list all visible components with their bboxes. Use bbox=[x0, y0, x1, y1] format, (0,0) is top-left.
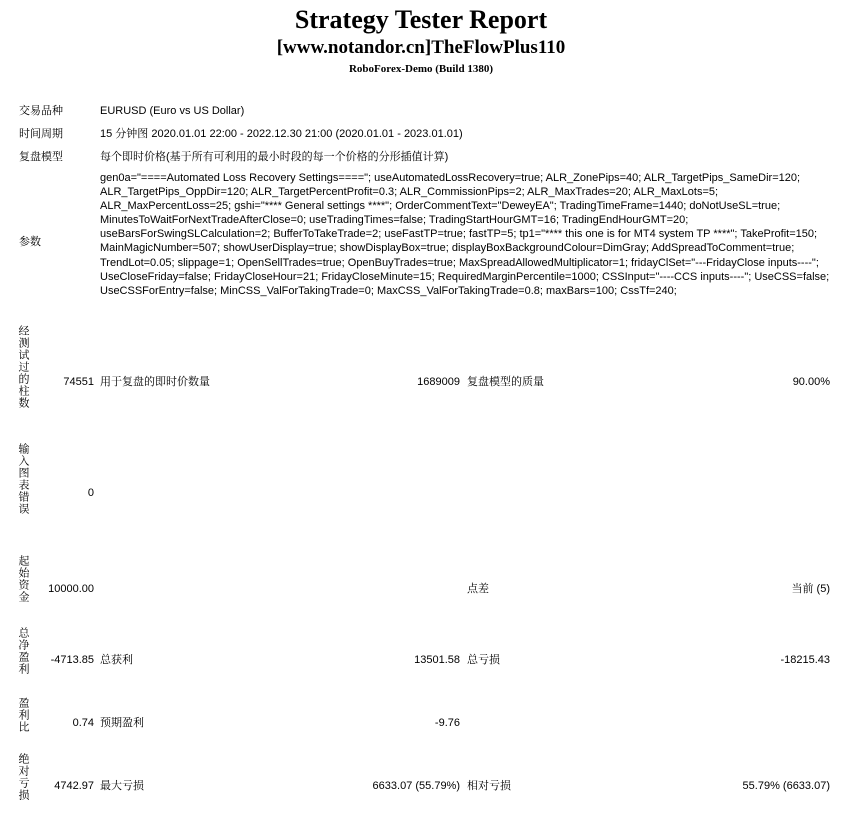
spread-label: 点差 bbox=[467, 583, 489, 595]
relative-drawdown-label: 相对亏损 bbox=[467, 780, 511, 792]
initial-deposit-value: 10000.00 bbox=[48, 583, 94, 595]
expected-payoff-label: 预期盈利 bbox=[100, 717, 144, 729]
expected-payoff-value: -9.76 bbox=[434, 717, 460, 729]
absolute-drawdown-value: 4742.97 bbox=[54, 780, 94, 792]
profit-factor-label: 盈利比 bbox=[17, 697, 29, 733]
initial-deposit-label: 起始资金 bbox=[17, 555, 29, 603]
net-profit-label: 总净盈利 bbox=[17, 627, 29, 675]
bars-tested-value: 74551 bbox=[63, 376, 94, 388]
ticks-label: 用于复盘的即时价数量 bbox=[100, 376, 210, 388]
gross-loss-value: -18215.43 bbox=[780, 654, 830, 666]
chart-errors-label: 输入图表错误 bbox=[17, 443, 29, 515]
parameters-label: 参数 bbox=[19, 236, 41, 248]
gross-profit-value: 13501.58 bbox=[414, 654, 460, 666]
model-quality-value: 90.00% bbox=[792, 376, 830, 388]
expert-name: [www.notandor.cn]TheFlowPlus110 bbox=[276, 37, 566, 58]
model-value: 每个即时价格(基于所有可利用的最小时段的每一个价格的分形插值计算) bbox=[100, 151, 449, 163]
symbol-value: EURUSD (Euro vs US Dollar) bbox=[100, 105, 245, 117]
profit-factor-value: 0.74 bbox=[72, 717, 94, 729]
parameters-value: gen0a="====Automated Loss Recovery Settings===="; useAutomatedLossRecovery=true; ALR_ZonePips=40; ALR_TargetPips_SameDir=120; ALR_TargetPips_OppDir=120; ALR_TargetPercentProfit=0.3; ALR_CommissionPips=2; ALR_MaxTrades=20; ALR_MaxLots=5; ALR_MaxPercentLoss=25; gshi="**** General settings ****"; OrderCommentText="DeweyEA"; TradingTimeFrame=1440; doNotUseSL=true; MinutesToWaitForNextTradeAfterClose=0; useTradingTimes=false; TradingStartHourGMT=16; TradingEndHourGMT=20; useBarsForSwingSLCalculation=2; BufferToTakeTrade=2; useFastTP=true; fastTP=5; tp1="**** this one is for MT4 system TP ****"; TakeProfit=150; MainMagicNumber=507; showUserDisplay=true; showDisplayBox=true; displayBoxBackgroundColour=DimGray; AddSpreadToComment=true; TrendLot=0.05; slippage=1; OpenSellTrades=true; OpenBuyTrades=true; MaxSpreadAllowedMultiplicator=1; fridayClSet="---FridayClose inputs----"; UseCloseFriday=false; FridayCloseHour=21; FridayCloseMinute=15; RequiredMarginPercentile=1000; CSSInput="----CCS inputs----"; UseCSS=false; UseCSSForEntry=false; MinCSS_ValForTakingTrade=0; MaxCSS_ValForTakingTrade=0.8; maxBars=100; CssTf=240; bbox=[100, 172, 830, 297]
model-label: 复盘模型 bbox=[19, 151, 63, 163]
net-profit-value: -4713.85 bbox=[50, 654, 94, 666]
chart-errors-value: 0 bbox=[87, 487, 94, 499]
period-label: 时间周期 bbox=[19, 128, 63, 140]
maximal-drawdown-value: 6633.07 (55.79%) bbox=[372, 780, 460, 792]
ticks-value: 1689009 bbox=[417, 376, 460, 388]
gross-loss-label: 总亏损 bbox=[467, 654, 500, 666]
gross-profit-label: 总获利 bbox=[100, 654, 133, 666]
relative-drawdown-value: 55.79% (6633.07) bbox=[742, 780, 830, 792]
absolute-drawdown-label: 绝对亏损 bbox=[17, 753, 29, 801]
bars-tested-label: 经测试过的柱数 bbox=[17, 325, 29, 409]
maximal-drawdown-label: 最大亏损 bbox=[100, 780, 144, 792]
model-quality-label: 复盘模型的质量 bbox=[467, 376, 544, 388]
period-value: 15 分钟图 2020.01.01 22:00 - 2022.12.30 21:00 (2020.01.01 - 2023.01.01) bbox=[100, 128, 463, 140]
spread-value: 当前 (5) bbox=[791, 583, 830, 595]
symbol-label: 交易品种 bbox=[19, 105, 63, 117]
server-build: RoboForex-Demo (Build 1380) bbox=[348, 63, 493, 75]
report-title: Strategy Tester Report bbox=[294, 5, 548, 34]
